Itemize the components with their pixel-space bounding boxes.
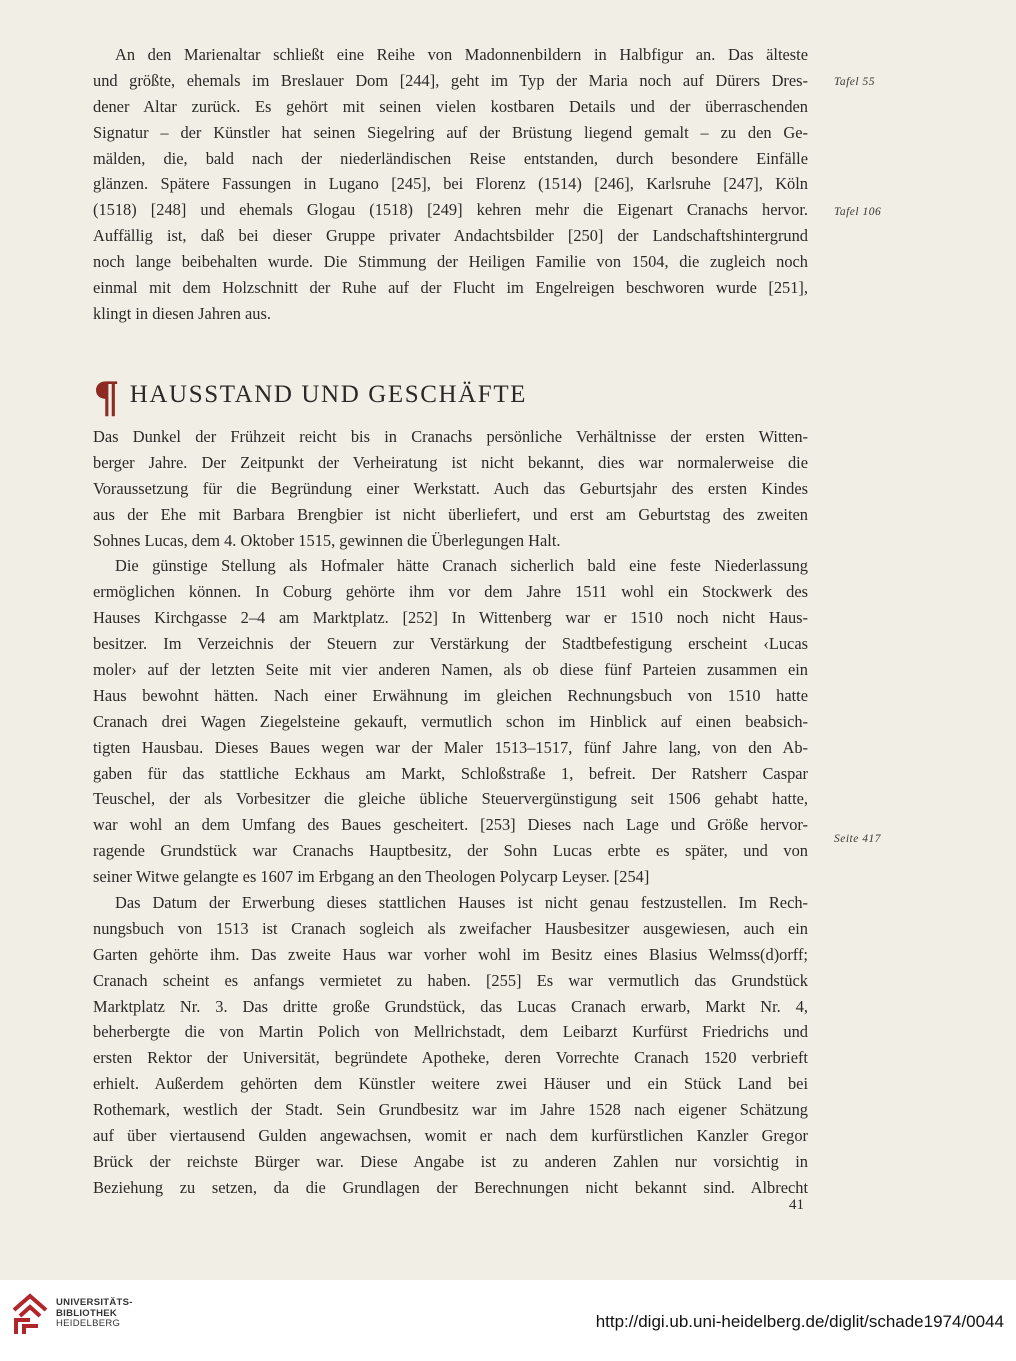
text-line: (1518) [248] und ehemals Glogau (1518) [249] kehren mehr die Eigenart Cranachs hervor. <box>93 200 808 220</box>
text-line: Das Dunkel der Frühzeit reicht bis in Cranachs persönliche Verhältnisse der ersten Witten- <box>93 427 808 446</box>
text-line: mälden, die, bald nach der niederländischen Reise entstanden, durch besondere Einfälle <box>93 148 808 168</box>
library-logo[interactable] <box>10 1292 133 1336</box>
text-line: nungsbuch von 1513 ist Cranach sogleich als zweifacher Hausbesitzer ausgewiesen, auch ein <box>93 918 808 938</box>
text-line: klingt in diesen Jahren aus. <box>93 303 271 323</box>
text-line: war wohl an dem Umfang des Baues gescheitert. [253] Dieses nach Lage und Größe hervor- <box>93 815 808 835</box>
text-line: glänzen. Spätere Fassungen in Lugano [245], bei Florenz (1514) [246], Karlsruhe [247], Köln <box>93 174 808 194</box>
text-line: beherbergte die von Martin Polich von Mellrichstadt, dem Leibarzt Kurfürst Friedrichs und <box>93 1022 808 1042</box>
text-line: berger Jahre. Der Zeitpunkt der Verheiratung ist nicht bekannt, dies war normalerweise die <box>93 452 808 472</box>
text-line: tigten Hausbau. Dieses Baues wegen war der Maler 1513–1517, fünf Jahre lang, von den Ab- <box>93 737 808 757</box>
text-line: Haus bewohnt hätten. Nach einer Erwähnung im gleichen Rechnungsbuch von 1510 hatte <box>93 685 808 705</box>
text-line: einmal mit dem Holzschnitt der Ruhe auf der Flucht im Engelreigen beschworen wurde [251], <box>93 278 808 298</box>
margin-note-tafel-55: Tafel 55 <box>834 76 875 88</box>
logo-line-1: UNIVERSITÄTS- <box>56 1297 133 1309</box>
text-line: ragende Grundstück war Cranachs Hauptbesitz, der Sohn Lucas erbte es später, und von <box>93 841 808 861</box>
section-body <box>93 424 808 1201</box>
paragraph-madonnen <box>93 42 808 327</box>
text-line: erhielt. Außerdem gehörten dem Künstler weitere zwei Häuser und ein Stück Land bei <box>93 1074 808 1094</box>
text-line: Sohnes Lucas, dem 4. Oktober 1515, gewinnen die Überlegungen Halt. <box>93 530 561 550</box>
text-line: Marktplatz Nr. 3. Das dritte große Grundstück, das Lucas Cranach erwarb, Markt Nr. 4, <box>93 996 808 1016</box>
margin-note-seite-417: Seite 417 <box>834 833 881 845</box>
margin-note-tafel-106: Tafel 106 <box>834 206 882 218</box>
text-line: Beziehung zu setzen, da die Grundlagen der Berechnungen nicht bekannt sind. Albrecht <box>93 1177 808 1197</box>
text-line: ersten Rektor der Universität, begründete Apotheke, deren Vorrechte Cranach 1520 verbrieft <box>93 1048 808 1068</box>
text-line: Signatur – der Künstler hat seinen Siegelring auf der Brüstung liegend gemalt – zu den Ge- <box>93 122 808 142</box>
page-number: 41 <box>789 1197 804 1213</box>
text-line: Hauses Kirchgasse 2–4 am Marktplatz. [252] In Wittenberg war er 1510 noch nicht Haus- <box>93 608 808 628</box>
text-line: Die günstige Stellung als Hofmaler hätte Cranach sicherlich bald eine feste Niederlassung <box>115 556 808 576</box>
library-logo-text <box>56 1298 133 1330</box>
text-line: und größte, ehemals im Breslauer Dom [244], geht im Typ der Maria noch auf Dürers Dres- <box>93 70 808 90</box>
text-line: noch lange beibehalten wurde. Die Stimmung der Heiligen Familie von 1504, die zugleich noch <box>93 252 808 272</box>
text-line: Rothemark, westlich der Stadt. Sein Grundbesitz war im Jahre 1528 nach eigener Schätzung <box>93 1100 808 1120</box>
logo-line-3: HEIDELBERG <box>56 1318 121 1330</box>
text-line: seiner Witwe gelangte es 1607 im Erbgang an den Theologen Polycarp Leyser. [254] <box>93 867 650 887</box>
text-line: Teuschel, der als Vorbesitzer die gleiche übliche Steuervergünstigung seit 1506 gehabt hatte, <box>93 789 808 809</box>
section-title: HAUSSTAND UND GESCHÄFTE <box>129 381 528 408</box>
text-line: auf über viertausend Gulden angewachsen, womit er nach dem kurfürstlichen Kanzler Gregor <box>93 1126 808 1146</box>
text-line: Brück der reichste Bürger war. Diese Angabe ist zu anderen Zahlen nur vorsichtig in <box>93 1151 808 1171</box>
text-line: Cranach drei Wagen Ziegelsteine gekauft, vermutlich schon im Hinblick auf einen beabsich- <box>93 711 808 731</box>
text-line: ermöglichen können. In Coburg gehörte ihm vor dem Jahre 1511 wohl ein Stockwerk des <box>93 582 808 602</box>
text-line: An den Marienaltar schließt eine Reihe von Madonnenbildern in Halbfigur an. Das älteste <box>115 45 808 64</box>
text-line: Voraussetzung für die Begründung einer Werkstatt. Auch das Geburtsjahr des ersten Kindes <box>93 478 808 498</box>
section-heading <box>93 372 528 422</box>
text-line: moler› auf der letzten Seite mit vier anderen Namen, als ob diese fünf Parteien zusammen ein <box>93 660 808 680</box>
library-logo-icon <box>10 1292 50 1336</box>
text-line: Das Datum der Erwerbung dieses stattlichen Hauses ist nicht genau festzustellen. Im Rech- <box>115 893 808 913</box>
library-footer <box>0 1280 1016 1361</box>
text-line: Garten gehörte ihm. Das zweite Haus war vorher wohl im Besitz eines Blasius Welmss(d)orff; <box>93 944 808 964</box>
pilcrow-icon: ¶ <box>93 373 120 422</box>
text-line: aus der Ehe mit Barbara Brengbier ist nicht überliefert, und erst am Geburtstag des zweiten <box>93 504 808 524</box>
text-line: Cranach scheint es anfangs vermietet zu haben. [255] Es war vermutlich das Grundstück <box>93 970 808 990</box>
permalink-url[interactable]: http://digi.ub.uni-heidelberg.de/diglit/schade1974/0044 <box>595 1312 1004 1331</box>
text-line: Auffällig ist, daß bei dieser Gruppe privater Andachtsbilder [250] der Landschaftshintergrund <box>93 226 808 246</box>
logo-line-2: BIBLIOTHEK <box>56 1307 118 1319</box>
text-line: besitzer. Im Verzeichnis der Steuern zur Verstärkung der Stadtbefestigung erscheint ‹Lucas <box>93 634 808 654</box>
text-line: dener Altar zurück. Es gehört mit seinen vielen kostbaren Details und der überraschenden <box>93 96 808 116</box>
text-line: gaben für das stattliche Eckhaus am Markt, Schloßstraße 1, befreit. Der Ratsherr Caspar <box>93 763 808 783</box>
